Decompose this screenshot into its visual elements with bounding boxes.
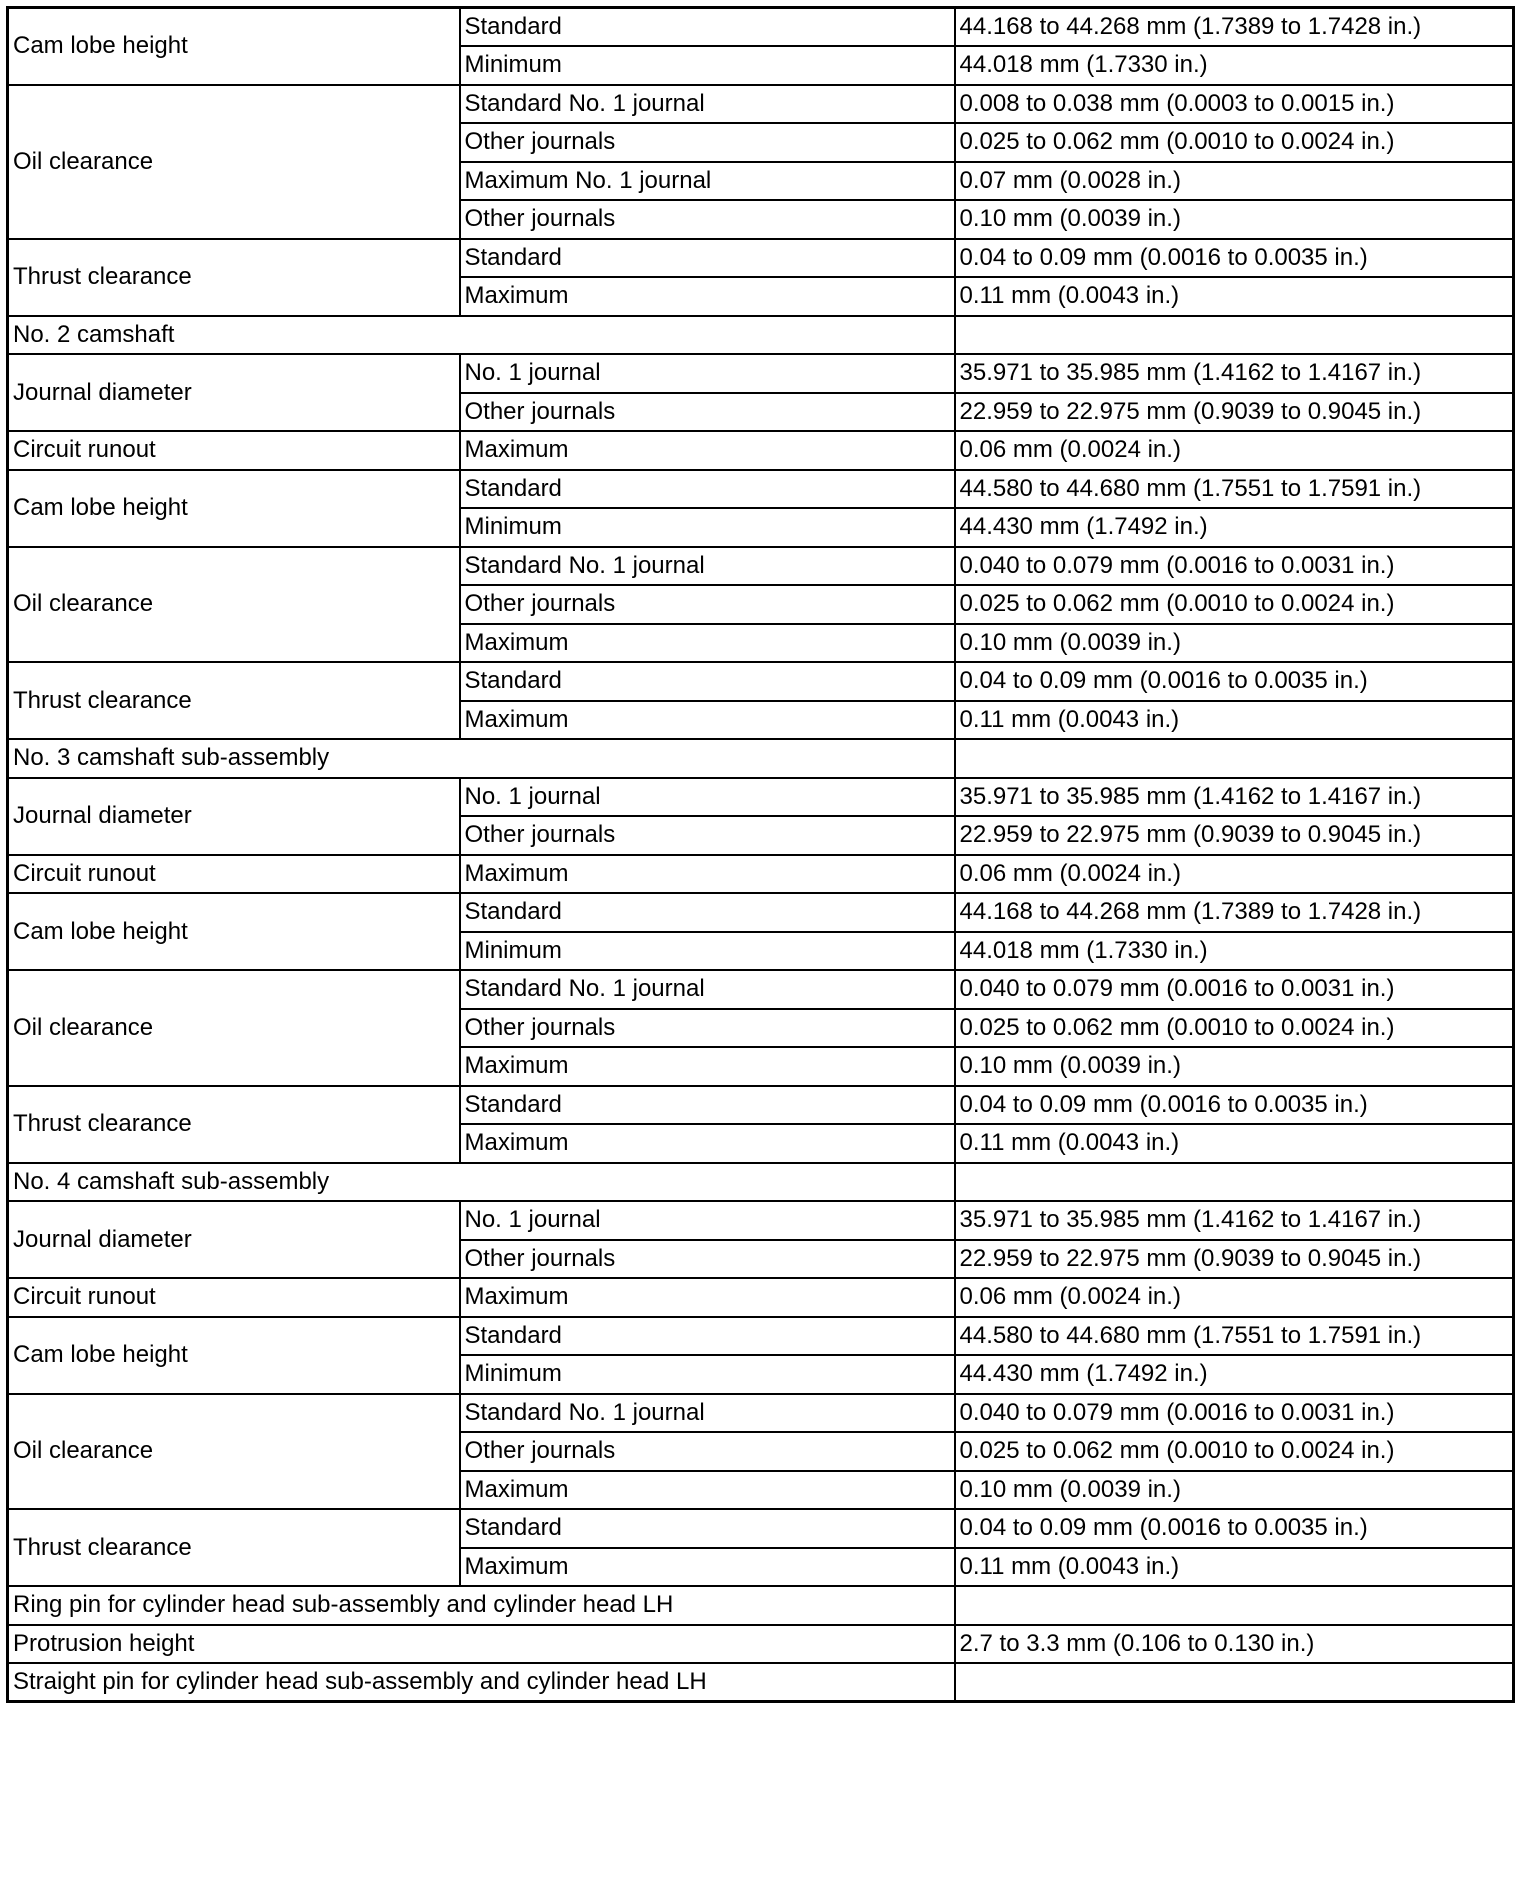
condition-cell: Standard No. 1 journal (460, 547, 955, 586)
table-row (8, 1509, 1514, 1548)
item-cell: Journal diameter (8, 778, 460, 855)
condition-cell: Maximum No. 1 journal (460, 162, 955, 201)
table-row (8, 1317, 1514, 1356)
condition-cell: Maximum (460, 431, 955, 470)
table-row (8, 1278, 1514, 1317)
value-cell: 0.008 to 0.038 mm (0.0003 to 0.0015 in.) (955, 85, 1514, 124)
value-cell: 0.06 mm (0.0024 in.) (955, 431, 1514, 470)
condition-cell: Maximum (460, 1278, 955, 1317)
value-cell (955, 739, 1514, 778)
value-cell: 22.959 to 22.975 mm (0.9039 to 0.9045 in.) (955, 816, 1514, 855)
condition-cell: No. 1 journal (460, 354, 955, 393)
value-cell: 0.11 mm (0.0043 in.) (955, 1124, 1514, 1163)
table-row (8, 893, 1514, 932)
item-cell: Cam lobe height (8, 8, 460, 85)
value-cell: 0.06 mm (0.0024 in.) (955, 855, 1514, 894)
item-cell: Thrust clearance (8, 662, 460, 739)
section-cell: Ring pin for cylinder head sub-assembly and cylinder head LH (8, 1586, 955, 1625)
condition-cell: Minimum (460, 1355, 955, 1394)
value-cell: 0.04 to 0.09 mm (0.0016 to 0.0035 in.) (955, 662, 1514, 701)
condition-cell: Maximum (460, 624, 955, 663)
condition-cell: Maximum (460, 1548, 955, 1587)
condition-cell: Standard (460, 470, 955, 509)
table-row (8, 1394, 1514, 1433)
item-cell: Thrust clearance (8, 1509, 460, 1586)
section-cell: No. 3 camshaft sub-assembly (8, 739, 955, 778)
condition-cell: Standard (460, 893, 955, 932)
condition-cell: Other journals (460, 1432, 955, 1471)
item-cell: Thrust clearance (8, 239, 460, 316)
condition-cell: Standard No. 1 journal (460, 1394, 955, 1433)
condition-cell: Other journals (460, 1009, 955, 1048)
section-cell: Straight pin for cylinder head sub-assembly and cylinder head LH (8, 1663, 955, 1702)
value-cell: 44.430 mm (1.7492 in.) (955, 508, 1514, 547)
item-cell: Circuit runout (8, 1278, 460, 1317)
value-cell: 0.11 mm (0.0043 in.) (955, 277, 1514, 316)
condition-cell: Standard (460, 662, 955, 701)
item-cell: Cam lobe height (8, 893, 460, 970)
condition-cell: Other journals (460, 1240, 955, 1279)
condition-cell: No. 1 journal (460, 778, 955, 817)
item-cell: Oil clearance (8, 547, 460, 663)
condition-cell: Standard (460, 1509, 955, 1548)
table-row (8, 8, 1514, 47)
value-cell: 44.018 mm (1.7330 in.) (955, 46, 1514, 85)
value-cell: 0.025 to 0.062 mm (0.0010 to 0.0024 in.) (955, 585, 1514, 624)
value-cell: 0.10 mm (0.0039 in.) (955, 1471, 1514, 1510)
table-row (8, 547, 1514, 586)
table-row (8, 316, 1514, 355)
condition-cell: Other journals (460, 393, 955, 432)
item-cell: Circuit runout (8, 855, 460, 894)
condition-cell: Other journals (460, 585, 955, 624)
condition-cell: Maximum (460, 277, 955, 316)
condition-cell: Standard (460, 1317, 955, 1356)
value-cell: 0.10 mm (0.0039 in.) (955, 200, 1514, 239)
value-cell: 0.025 to 0.062 mm (0.0010 to 0.0024 in.) (955, 1432, 1514, 1471)
value-cell: 35.971 to 35.985 mm (1.4162 to 1.4167 in.) (955, 354, 1514, 393)
condition-cell: Standard No. 1 journal (460, 970, 955, 1009)
condition-cell: Minimum (460, 46, 955, 85)
condition-cell: Maximum (460, 855, 955, 894)
value-cell: 22.959 to 22.975 mm (0.9039 to 0.9045 in.) (955, 1240, 1514, 1279)
table-row (8, 470, 1514, 509)
section-cell: No. 4 camshaft sub-assembly (8, 1163, 955, 1202)
table-row (8, 970, 1514, 1009)
section-cell: No. 2 camshaft (8, 316, 955, 355)
condition-cell: Standard (460, 1086, 955, 1125)
value-cell: 22.959 to 22.975 mm (0.9039 to 0.9045 in.) (955, 393, 1514, 432)
spec-table (6, 6, 1515, 1703)
condition-cell: No. 1 journal (460, 1201, 955, 1240)
table-row (8, 739, 1514, 778)
condition-cell: Standard (460, 239, 955, 278)
value-cell: 44.580 to 44.680 mm (1.7551 to 1.7591 in.) (955, 470, 1514, 509)
condition-cell: Maximum (460, 1047, 955, 1086)
table-row (8, 662, 1514, 701)
value-cell: 2.7 to 3.3 mm (0.106 to 0.130 in.) (955, 1625, 1514, 1664)
table-row (8, 855, 1514, 894)
value-cell: 44.168 to 44.268 mm (1.7389 to 1.7428 in.) (955, 893, 1514, 932)
table-row (8, 1663, 1514, 1702)
value-cell: 0.025 to 0.062 mm (0.0010 to 0.0024 in.) (955, 123, 1514, 162)
value-cell: 0.040 to 0.079 mm (0.0016 to 0.0031 in.) (955, 1394, 1514, 1433)
value-cell: 35.971 to 35.985 mm (1.4162 to 1.4167 in.) (955, 1201, 1514, 1240)
value-cell: 44.018 mm (1.7330 in.) (955, 932, 1514, 971)
table-row (8, 1163, 1514, 1202)
value-cell: 0.04 to 0.09 mm (0.0016 to 0.0035 in.) (955, 239, 1514, 278)
condition-cell: Other journals (460, 816, 955, 855)
value-cell: 44.168 to 44.268 mm (1.7389 to 1.7428 in.) (955, 8, 1514, 47)
value-cell: 0.11 mm (0.0043 in.) (955, 1548, 1514, 1587)
table-row (8, 354, 1514, 393)
value-cell: 0.10 mm (0.0039 in.) (955, 624, 1514, 663)
item-cell: Circuit runout (8, 431, 460, 470)
condition-cell: Maximum (460, 1124, 955, 1163)
value-cell: 0.040 to 0.079 mm (0.0016 to 0.0031 in.) (955, 970, 1514, 1009)
item-cell: Journal diameter (8, 354, 460, 431)
table-row (8, 85, 1514, 124)
table-row (8, 778, 1514, 817)
value-cell (955, 1663, 1514, 1702)
condition-cell: Maximum (460, 1471, 955, 1510)
spec-table-body (8, 8, 1514, 1702)
value-cell: 44.580 to 44.680 mm (1.7551 to 1.7591 in.) (955, 1317, 1514, 1356)
condition-cell: Other journals (460, 200, 955, 239)
item-cell: Oil clearance (8, 1394, 460, 1510)
value-cell: 0.040 to 0.079 mm (0.0016 to 0.0031 in.) (955, 547, 1514, 586)
table-row (8, 1086, 1514, 1125)
value-cell: 0.025 to 0.062 mm (0.0010 to 0.0024 in.) (955, 1009, 1514, 1048)
value-cell (955, 1163, 1514, 1202)
value-cell: 0.10 mm (0.0039 in.) (955, 1047, 1514, 1086)
item-cell: Cam lobe height (8, 1317, 460, 1394)
item-cell: Journal diameter (8, 1201, 460, 1278)
condition-cell: Minimum (460, 508, 955, 547)
condition-cell: Standard No. 1 journal (460, 85, 955, 124)
value-cell (955, 316, 1514, 355)
table-row (8, 1625, 1514, 1664)
item-cell: Oil clearance (8, 970, 460, 1086)
condition-cell: Other journals (460, 123, 955, 162)
table-row (8, 1586, 1514, 1625)
value-cell: 0.06 mm (0.0024 in.) (955, 1278, 1514, 1317)
value-cell: 0.04 to 0.09 mm (0.0016 to 0.0035 in.) (955, 1086, 1514, 1125)
value-cell: 0.07 mm (0.0028 in.) (955, 162, 1514, 201)
condition-cell: Minimum (460, 932, 955, 971)
value-cell: 0.11 mm (0.0043 in.) (955, 701, 1514, 740)
table-row (8, 1201, 1514, 1240)
item-cell: Thrust clearance (8, 1086, 460, 1163)
value-cell (955, 1586, 1514, 1625)
condition-cell: Standard (460, 8, 955, 47)
value-cell: 35.971 to 35.985 mm (1.4162 to 1.4167 in.) (955, 778, 1514, 817)
section-cell: Protrusion height (8, 1625, 955, 1664)
condition-cell: Maximum (460, 701, 955, 740)
table-row (8, 239, 1514, 278)
value-cell: 0.04 to 0.09 mm (0.0016 to 0.0035 in.) (955, 1509, 1514, 1548)
item-cell: Oil clearance (8, 85, 460, 239)
item-cell: Cam lobe height (8, 470, 460, 547)
value-cell: 44.430 mm (1.7492 in.) (955, 1355, 1514, 1394)
table-row (8, 431, 1514, 470)
